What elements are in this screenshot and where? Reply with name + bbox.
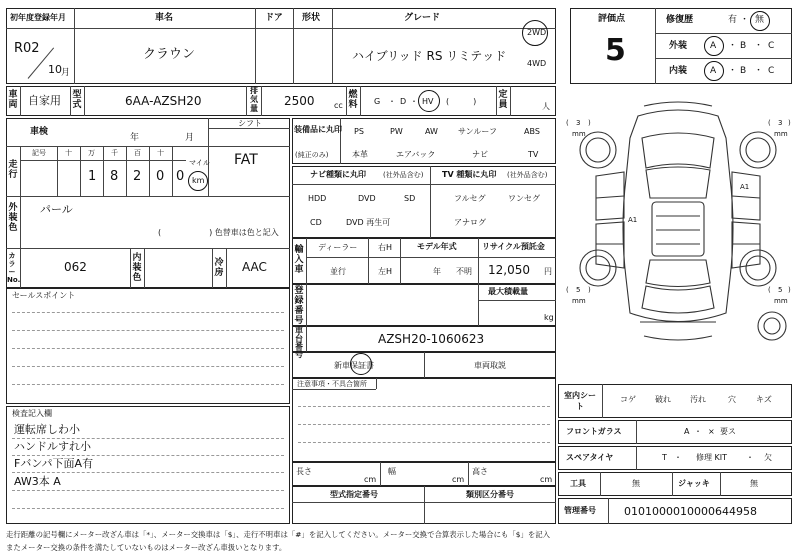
mgmt-label: 管理番号 [564, 506, 596, 515]
ac-value: AAC [242, 260, 267, 274]
grade-value: ハイブリッド RS リミテッド [352, 49, 507, 63]
repair-dot: ・ [740, 15, 750, 25]
navi-sub: (社外品含む) [383, 171, 424, 179]
notes-box [292, 378, 556, 462]
reg-no-label: 登録番号 [294, 286, 304, 326]
diagram-paren-tl-close: ) [588, 119, 591, 127]
navi-hdd: HDD [308, 194, 327, 203]
fuel-paren: ( ) [446, 97, 477, 106]
diagram-a1-top: A1 [740, 183, 750, 191]
seat-item-3: 汚れ [690, 395, 706, 404]
equip-sub: (純正のみ) [295, 151, 329, 159]
diagram-n5-br: 5 [778, 286, 783, 294]
mileage-digit-3: 2 [133, 169, 142, 184]
owner-manual: 車両取説 [474, 361, 506, 370]
inspection-note-3: Fバンパ下面A有 [14, 457, 94, 470]
diagram-paren-tr-close: ) [788, 119, 791, 127]
displacement-unit: cc [334, 101, 343, 110]
navi-label: ナビ種類に丸印 [310, 170, 366, 179]
tools-label: 工具 [570, 479, 586, 488]
exterior-sep2: ・ [754, 41, 764, 51]
seat-item-2: 破れ [655, 395, 671, 404]
mgmt-value: 0101000010000644958 [624, 505, 757, 518]
sales-point-label: セールスポイント [12, 291, 76, 300]
door-label: ドア [265, 13, 283, 23]
seat-item-4: 穴 [728, 395, 736, 404]
windshield-label: フロントガラス [566, 427, 622, 436]
diagram-paren-tl: ( [566, 119, 569, 127]
model-year-year: 年 [433, 267, 441, 276]
drive-4wd: 4WD [527, 59, 547, 68]
reg-month: 10 [48, 63, 62, 76]
inspection-year: 年 [130, 133, 140, 143]
footer-line-2: またメーター交換の条件を満たしていないものはメーター改ざん車扱いとなります。 [6, 543, 287, 552]
interior-color-label: 内装色 [132, 253, 142, 283]
category-no-label: 類別区分番号 [466, 490, 514, 499]
capacity-unit: 人 [542, 102, 550, 111]
tv-oneseg: ワンセグ [508, 194, 540, 203]
max-load-label: 最大積載量 [488, 287, 528, 296]
equip-navi: ナビ [472, 150, 488, 159]
windshield-dot: ・ [694, 427, 702, 436]
import-right-h: 右H [378, 243, 393, 252]
displacement-value: 2500 [284, 94, 315, 108]
notes-label: 注意事項・不具合箇所 [297, 380, 367, 388]
diagram-mm-tl: mm [572, 130, 586, 138]
exterior-a: A [710, 41, 717, 51]
fuel-sep1: ・ [388, 97, 396, 106]
diagram-a1-mid: A1 [628, 216, 638, 224]
tv-sub: (社外品含む) [507, 171, 548, 179]
car-damage-diagram [560, 98, 796, 358]
fuel-label: 燃料 [348, 90, 358, 110]
chassis-label: 車台番号 [295, 326, 303, 359]
color-no-value: 062 [64, 260, 87, 274]
ac-label: 冷房 [214, 258, 224, 278]
diagram-mm-bl: mm [572, 297, 586, 305]
spare-t: T [662, 453, 667, 462]
recycle-unit: 円 [544, 267, 552, 276]
tv-analog: アナログ [454, 218, 486, 227]
navi-dvd: DVD [358, 194, 376, 203]
dims-height: 高さ [472, 467, 488, 476]
exterior-c: C [768, 41, 775, 51]
shift-label: シフト [238, 119, 262, 128]
windshield-a: A [684, 427, 690, 436]
mileage-col-1: 十 [65, 149, 72, 157]
dims-length-cm: cm [364, 475, 377, 484]
equip-leather: 本革 [352, 150, 368, 159]
navi-dvd-play: DVD 再生可 [346, 218, 391, 227]
equip-sunroof: サンルーフ [458, 127, 497, 136]
exterior-sep1: ・ [728, 41, 738, 51]
tv-label: TV 種類に丸印 [442, 170, 497, 179]
spare-dot2: ・ [746, 453, 754, 462]
mileage-col-5: 十 [157, 149, 164, 157]
windshield-x: × [708, 427, 715, 436]
diagram-n5-bl: 5 [576, 286, 581, 294]
interior-a: A [710, 66, 717, 76]
jack-value: 無 [750, 479, 758, 488]
displacement-label: 排気量 [250, 86, 258, 113]
diagram-paren-bl-close: ) [588, 286, 591, 294]
diagram-paren-tr: ( [768, 119, 771, 127]
equip-pw: PW [390, 127, 403, 136]
diagram-mm-br: mm [774, 297, 788, 305]
equip-tv: TV [528, 150, 539, 159]
mileage-col-4: 百 [134, 149, 141, 157]
reg-year-label: 初年度登録年月 [10, 13, 66, 22]
inspection-notes-label: 検査記入欄 [12, 409, 52, 418]
car-name: クラウン [143, 47, 196, 62]
mileage-digit-2: 8 [110, 169, 119, 184]
exterior-b: B [740, 41, 747, 51]
inspection-note-1: 運転席しわ小 [14, 423, 80, 436]
diagram-mm-tr: mm [774, 130, 788, 138]
score-label: 評価点 [598, 14, 626, 24]
navi-cd: CD [310, 218, 322, 227]
model-year-label: モデル年式 [417, 242, 457, 251]
exterior-label: 外装 [669, 41, 688, 51]
fuel-d: D [400, 97, 407, 106]
repair-label: 修復歴 [666, 15, 694, 25]
mileage-digit-4: 0 [156, 169, 165, 184]
equip-aw: AW [425, 127, 438, 136]
chassis-value: AZSH20-1060623 [378, 332, 485, 346]
fuel-g: G [374, 97, 381, 106]
windshield-item: 要ス [720, 427, 736, 436]
tools-value: 無 [632, 479, 640, 488]
interior-label: 内装 [669, 66, 688, 76]
color-value: パール [40, 203, 73, 216]
mileage-km: km [192, 176, 205, 185]
mileage-mile: マイル [189, 159, 210, 167]
mileage-label: 走行 [8, 160, 18, 180]
mileage-col-2: 万 [88, 149, 95, 157]
seat-label: 室内シート [564, 391, 596, 411]
color-label: 外装色 [8, 203, 18, 233]
recycle-value: 12,050 [488, 263, 530, 277]
sales-point-box [6, 288, 290, 404]
interior-c: C [768, 66, 775, 76]
equip-airbag: エアバック [396, 150, 436, 159]
score-value: 5 [605, 33, 626, 68]
interior-b: B [740, 66, 747, 76]
diagram-n3-tl: 3 [576, 119, 581, 127]
dims-width: 幅 [388, 467, 396, 476]
vehicle-value: 自家用 [28, 94, 61, 107]
spare-dot1: ・ [674, 453, 682, 462]
diagram-paren-br-close: ) [788, 286, 791, 294]
recycle-label: リサイクル預託金 [482, 242, 545, 251]
dims-length: 長さ [296, 467, 312, 476]
dims-box [292, 462, 556, 486]
equip-abs: ABS [524, 127, 540, 136]
grade-label: グレード [404, 13, 441, 23]
inspection-note-4: AW3本 A [14, 475, 61, 488]
import-dealer: ディーラー [318, 243, 358, 252]
reg-month-unit: 月 [61, 68, 71, 78]
mileage-col-0: 記号 [32, 149, 46, 157]
import-left-h: 左H [378, 267, 393, 276]
diagram-n3-tr: 3 [778, 119, 783, 127]
model-label: 型式 [72, 90, 82, 110]
spare-dash: 欠 [764, 453, 772, 462]
inspection-label: 車検 [30, 127, 49, 137]
import-label: 輸入車 [294, 245, 304, 275]
model-value: 6AA-AZSH20 [125, 94, 202, 108]
spare-kit: 修理 KIT [696, 453, 728, 462]
dims-height-cm: cm [540, 475, 553, 484]
diagram-paren-br: ( [768, 286, 771, 294]
footer-line-1: 走行距離の記号欄にメーター改ざん車は「*」、メーター交換車は「$」、走行不明車は「#」を記入してください。メーター交換で合算表示した場合にも「$」を記入 [6, 530, 551, 539]
vehicle-label: 車両 [8, 90, 18, 110]
interior-sep1: ・ [728, 66, 738, 76]
repair-yes: 有 [728, 15, 738, 25]
diagram-paren-bl: ( [566, 286, 569, 294]
import-parallel: 並行 [330, 267, 346, 276]
seat-item-1: コゲ [620, 395, 636, 404]
car-name-label: 車名 [155, 13, 174, 23]
model-designation-label: 型式指定番号 [330, 490, 378, 499]
color-no-label: カラーNo. [7, 252, 21, 284]
tv-fullseg: フルセグ [454, 194, 486, 203]
reg-year: R02 [14, 41, 40, 56]
shift-value: FAT [234, 152, 258, 168]
shape-label: 形状 [302, 13, 321, 23]
model-year-unknown: 不明 [456, 267, 472, 276]
mileage-col-3: 千 [111, 149, 118, 157]
drive-2wd: 2WD [527, 28, 547, 37]
mileage-digit-5: 0 [176, 169, 185, 184]
dims-width-cm: cm [452, 475, 465, 484]
new-warranty: 新車保証書 [334, 361, 374, 370]
spare-label: スペアタイヤ [566, 453, 614, 462]
jack-label: ジャッキ [678, 479, 710, 488]
fuel-hv: HV [422, 97, 434, 106]
equip-label: 装備品に丸印 [294, 125, 342, 134]
repair-no: 無 [755, 15, 765, 25]
capacity-label: 定員 [498, 90, 508, 110]
navi-sd: SD [404, 194, 416, 203]
inspection-month: 月 [185, 133, 195, 143]
equip-ps: PS [354, 127, 364, 136]
seat-item-5: キズ [756, 395, 772, 404]
fuel-sep2: ・ [410, 97, 418, 106]
color-change-note: ( ) 色替車は色と記入 [158, 228, 279, 237]
max-load-unit: kg [544, 313, 554, 322]
mileage-digit-1: 1 [88, 169, 97, 184]
inspection-note-2: ハンドルすれ小 [14, 440, 91, 453]
interior-sep2: ・ [754, 66, 764, 76]
warranty-circle [350, 353, 372, 375]
